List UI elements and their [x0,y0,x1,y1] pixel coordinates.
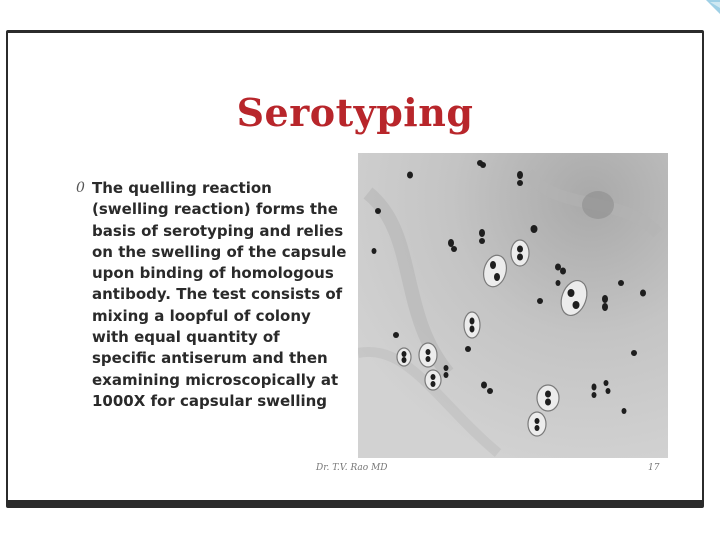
footer-author: Dr. T.V. Rao MD [316,463,388,473]
bullet-item [76,178,348,412]
page-number: 17 [648,463,660,473]
corner-decoration [700,0,720,30]
bullet-text: The quelling reaction (swelling reaction) forms the basis of serotyping and relies on the swelling of the capsule upon binding of homologous antibody. The test consists of mixing a loopful of colony with equal quantity of specific antiserum and then examining microscopically at 1000X for capsular swelling [92,179,347,410]
bullet-marker: 0 [76,180,85,196]
slide-title: Serotyping [236,90,474,135]
micrograph-image [358,153,668,458]
